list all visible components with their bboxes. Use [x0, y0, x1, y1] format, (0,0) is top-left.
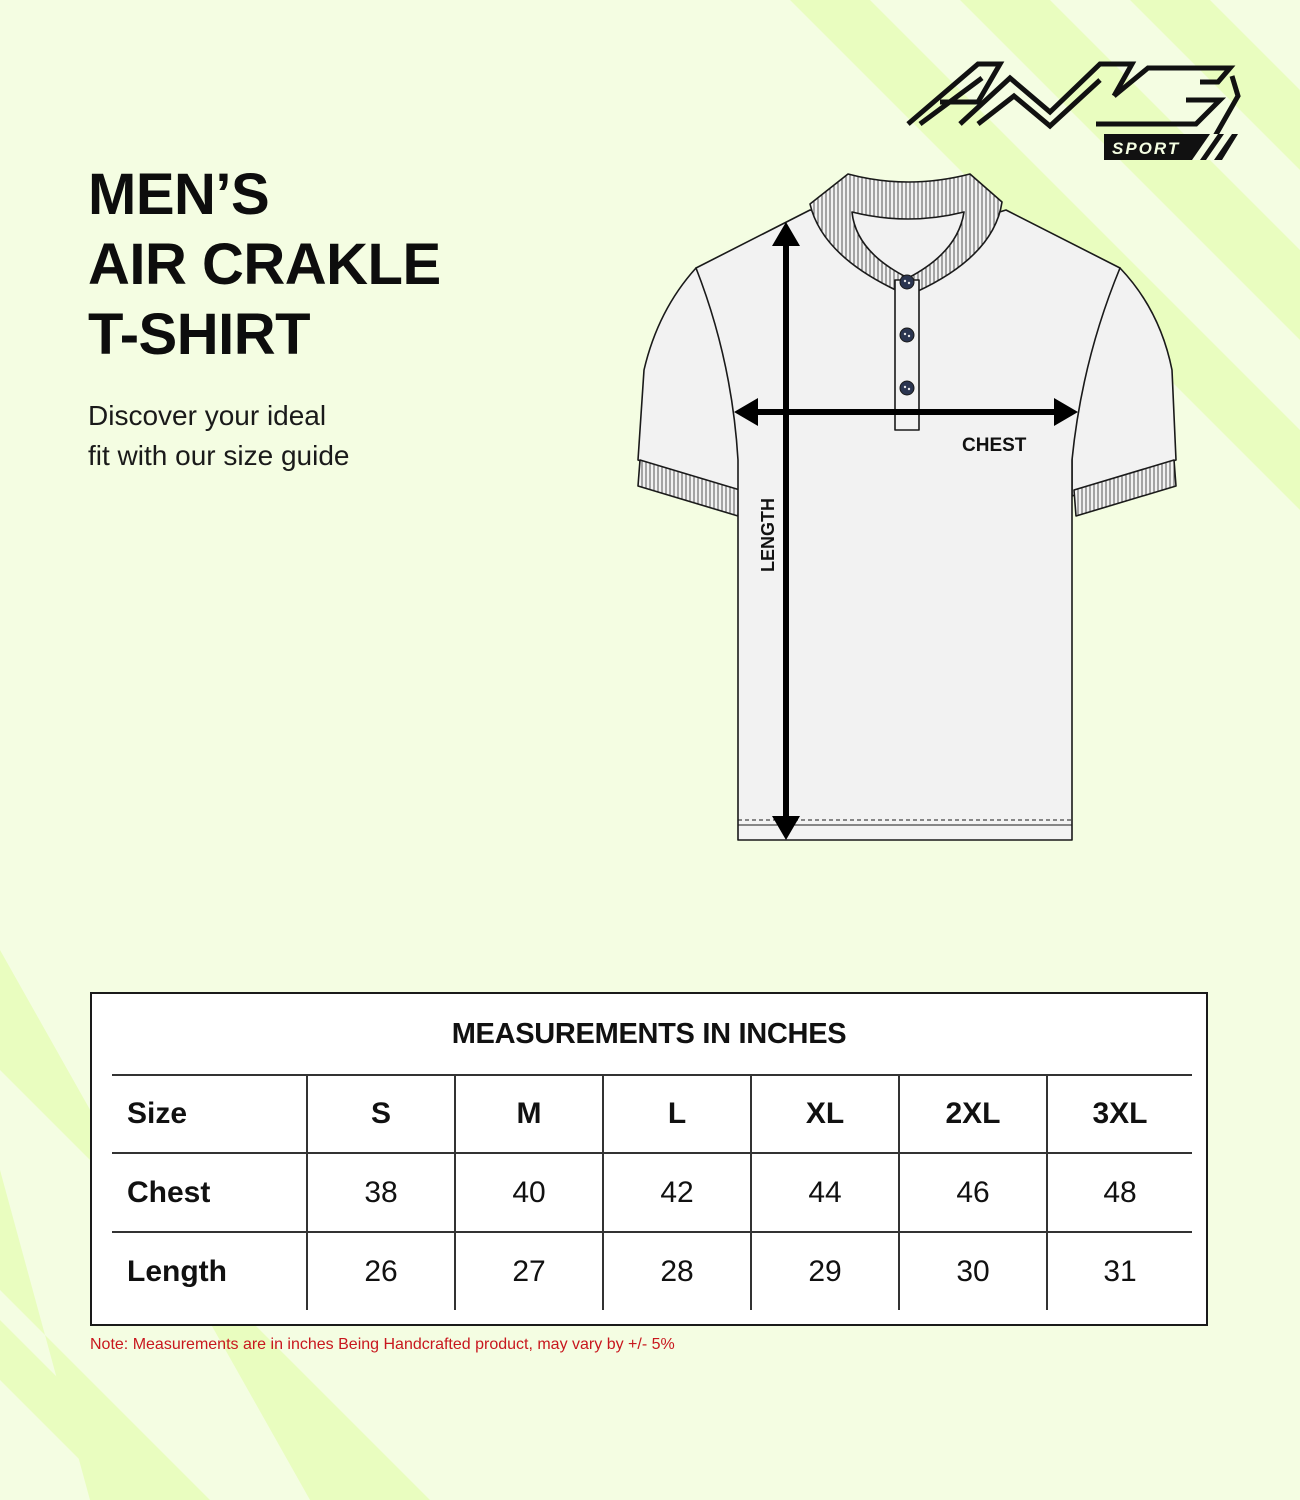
logo-tag-text: SPORT [1112, 139, 1181, 158]
table-cell: 44 [751, 1153, 899, 1232]
product-subtitle [88, 396, 508, 476]
subtitle-line-1: Discover your ideal [88, 400, 327, 431]
product-title [88, 160, 441, 370]
table-cell: 46 [899, 1153, 1047, 1232]
size-header-l: L [603, 1075, 751, 1153]
size-chart-table [112, 1074, 1192, 1310]
row-header-size: Size [112, 1075, 307, 1153]
table-cell: 38 [307, 1153, 455, 1232]
size-chart-panel [90, 992, 1208, 1326]
table-cell: 30 [899, 1232, 1047, 1310]
table-cell: 40 [455, 1153, 603, 1232]
size-header-xl: XL [751, 1075, 899, 1153]
title-line-2: AIR CRAKLE [88, 232, 441, 297]
subtitle-line-2: fit with our size guide [88, 440, 350, 471]
table-cell: 29 [751, 1232, 899, 1310]
title-line-1: MEN’S [88, 162, 270, 227]
table-cell: 48 [1047, 1153, 1192, 1232]
size-header-m: M [455, 1075, 603, 1153]
table-cell: 28 [603, 1232, 751, 1310]
row-header-length: Length [112, 1232, 307, 1310]
length-label: LENGTH [758, 498, 778, 572]
shirt-diagram [620, 160, 1200, 860]
chest-label: CHEST [962, 435, 1027, 456]
size-header-2xl: 2XL [899, 1075, 1047, 1153]
table-row-size [112, 1075, 1192, 1153]
size-header-s: S [307, 1075, 455, 1153]
table-cell: 42 [603, 1153, 751, 1232]
table-cell: 27 [455, 1232, 603, 1310]
brand-logo [900, 56, 1245, 166]
title-line-3: T-SHIRT [88, 302, 311, 367]
table-cell: 31 [1047, 1232, 1192, 1310]
row-header-chest: Chest [112, 1153, 307, 1232]
table-row-length [112, 1232, 1192, 1310]
size-header-3xl: 3XL [1047, 1075, 1192, 1153]
table-cell: 26 [307, 1232, 455, 1310]
measurement-note: Note: Measurements are in inches Being Handcrafted product, may vary by +/- 5% [90, 1336, 675, 1353]
table-row-chest [112, 1153, 1192, 1232]
size-chart-title: MEASUREMENTS IN INCHES [451, 1018, 847, 1050]
